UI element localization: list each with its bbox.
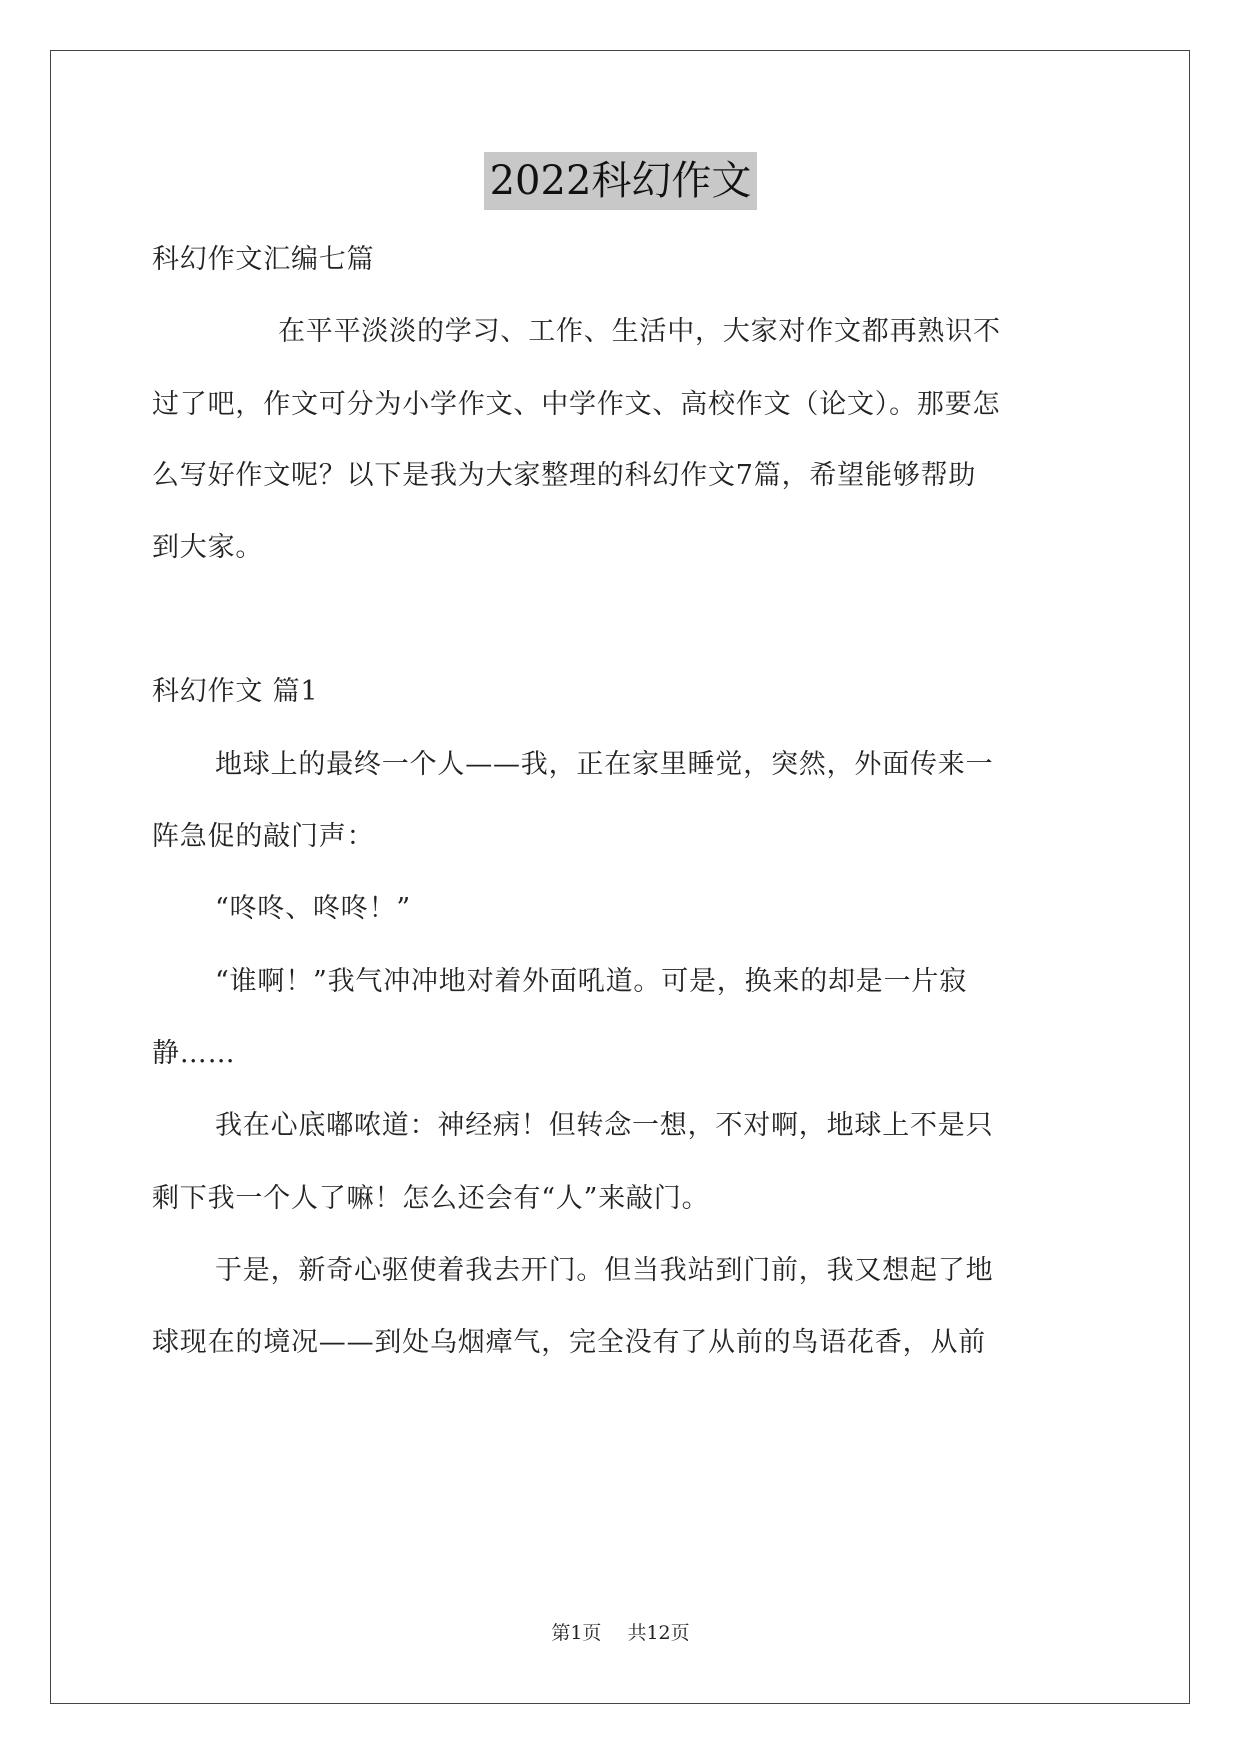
intro-line: 到大家。 <box>152 532 264 563</box>
intro-line: 么写好作文呢？以下是我为大家整理的科幻作文7篇，希望能够帮助 <box>152 460 977 491</box>
body-line: 球现在的境况——到处乌烟瘴气，完全没有了从前的鸟语花香，从前 <box>152 1327 986 1358</box>
section-heading: 科幻作文 篇1 <box>152 676 319 707</box>
body-line: 剩下我一个人了嘛！怎么还会有“人”来敲门。 <box>152 1183 710 1214</box>
body-line: 阵急促的敲门声： <box>152 821 375 852</box>
body-line: 静…… <box>152 1038 236 1069</box>
body-line: 我在心底嘟哝道：神经病！但转念一想，不对啊，地球上不是只 <box>215 1110 994 1141</box>
body-line: 于是，新奇心驱使着我去开门。但当我站到门前，我又想起了地 <box>215 1255 994 1286</box>
page-footer <box>0 1620 1241 1646</box>
body-line: “谁啊！”我气冲冲地对着外面吼道。可是，换来的却是一片寂 <box>215 966 968 997</box>
title-container <box>0 152 1241 210</box>
intro-line: 在平平淡淡的学习、工作、生活中，大家对作文都再熟识不 <box>278 316 1001 347</box>
body-line: “咚咚、咚咚！” <box>215 893 412 924</box>
document-subtitle: 科幻作文汇编七篇 <box>152 244 375 275</box>
page-border <box>50 50 1190 1704</box>
page-total: 共12页 <box>627 1622 690 1644</box>
document-title: 2022科幻作文 <box>484 152 758 210</box>
intro-line: 过了吧，作文可分为小学作文、中学作文、高校作文（论文）。那要怎 <box>152 389 1001 420</box>
page-number: 第1页 <box>551 1622 602 1644</box>
body-line: 地球上的最终一个人——我，正在家里睡觉，突然，外面传来一 <box>215 749 994 780</box>
